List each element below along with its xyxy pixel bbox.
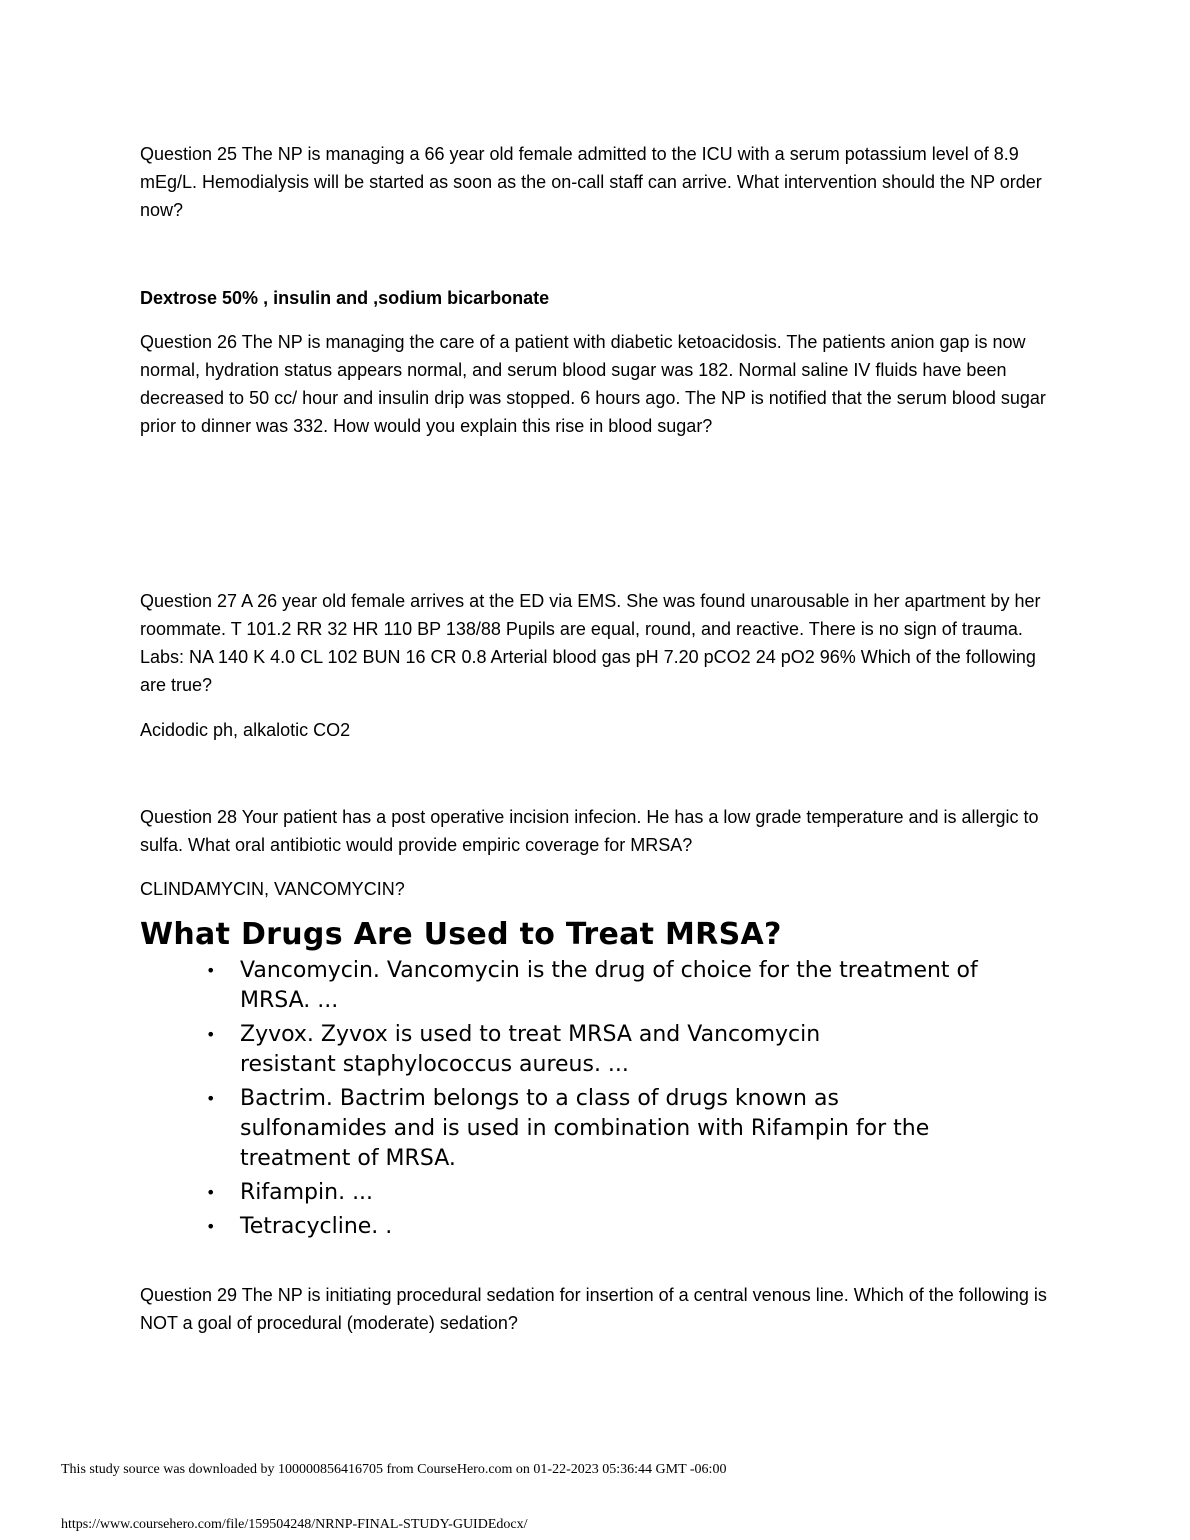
list-item-text: Vancomycin. Vancomycin is the drug of choice for the treatment of MRSA. ... xyxy=(240,958,978,1013)
bullet-icon: • xyxy=(206,1217,216,1236)
question-25-text: Question 25 The NP is managing a 66 year old female admitted to the ICU with a serum potassium level of 8.9 mEg/L. Hemodialysis will be started as soon as the on-call staff can arrive. What intervention should the NP order now? xyxy=(140,144,1042,220)
bullet-icon: • xyxy=(206,1025,216,1044)
question-28-answer: CLINDAMYCIN, VANCOMYCIN? xyxy=(140,879,405,899)
list-item-text: Tetracycline. . xyxy=(240,1214,393,1239)
source-url[interactable]: https://www.coursehero.com/file/159504248/NRNP-FINAL-STUDY-GUIDEdocx/ xyxy=(61,1517,528,1532)
mrsa-drugs-heading: What Drugs Are Used to Treat MRSA? xyxy=(140,917,782,952)
list-item xyxy=(206,1178,1046,1208)
list-item-text: Zyvox. Zyvox is used to treat MRSA and Vancomycin resistant staphylococcus aureus. ... xyxy=(240,1022,821,1077)
list-item xyxy=(206,1212,1046,1242)
question-28-text: Question 28 Your patient has a post operative incision infecion. He has a low grade temperature and is allergic to sulfa. What oral antibiotic would provide empiric coverage for MRSA? xyxy=(140,807,1039,855)
list-item xyxy=(206,1020,860,1080)
question-29-text: Question 29 The NP is initiating procedural sedation for insertion of a central venous line. Which of the following is NOT a goal of procedural (moderate) sedation? xyxy=(140,1285,1047,1333)
mrsa-drug-list xyxy=(206,956,1046,1246)
question-27-answer: Acidodic ph, alkalotic CO2 xyxy=(140,720,351,740)
list-item xyxy=(206,956,1046,1016)
list-item-text: Bactrim. Bactrim belongs to a class of drugs known as sulfonamides and is used in combination with Rifampin for the treatment of MRSA. xyxy=(240,1086,930,1171)
list-item-text: Rifampin. ... xyxy=(240,1180,374,1205)
bullet-icon: • xyxy=(206,1183,216,1202)
bullet-icon: • xyxy=(206,961,216,980)
question-27-text: Question 27 A 26 year old female arrives at the ED via EMS. She was found unarousable in her apartment by her roommate. T 101.2 RR 32 HR 110 BP 138/88 Pupils are equal, round, and reactive. There is no sign of trauma. Labs: NA 140 K 4.0 CL 102 BUN 16 CR 0.8 Arterial blood gas pH 7.20 pCO2 24 pO2 96% Which of the following are true? xyxy=(140,591,1041,695)
question-25-answer: Dextrose 50% , insulin and ,sodium bicarbonate xyxy=(140,288,550,308)
list-item xyxy=(206,1084,980,1174)
bullet-icon: • xyxy=(206,1089,216,1108)
download-notice: This study source was downloaded by 100000856416705 from CourseHero.com on 01-22-2023 05:36:44 GMT -06:00 xyxy=(61,1462,727,1477)
question-26-text: Question 26 The NP is managing the care of a patient with diabetic ketoacidosis. The patients anion gap is now normal, hydration status appears normal, and serum blood sugar was 182. Normal saline IV fluids have been decreased to 50 cc/ hour and insulin drip was stopped. 6 hours ago. The NP is notified that the serum blood sugar prior to dinner was 332. How would you explain this rise in blood sugar? xyxy=(140,332,1046,436)
